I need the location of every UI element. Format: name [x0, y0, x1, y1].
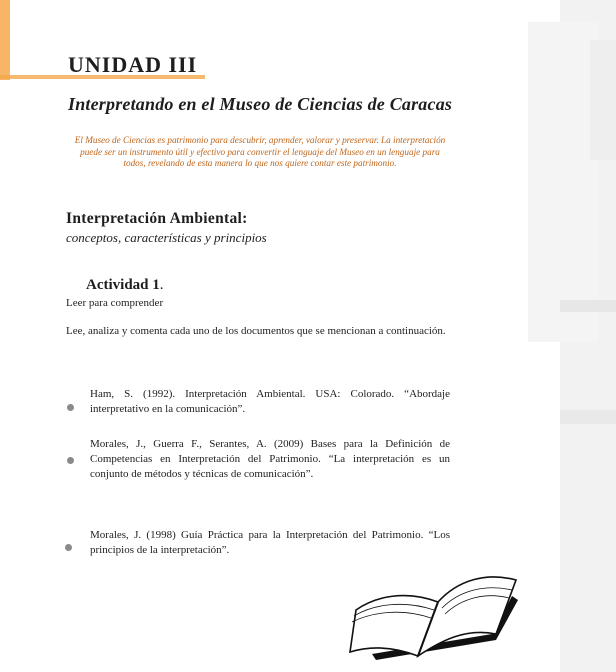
section-subtitle: conceptos, características y principios — [66, 230, 267, 245]
right-decorative-line-2 — [560, 410, 616, 424]
open-book-icon — [346, 560, 522, 664]
activity-title-text: Actividad 1 — [86, 277, 160, 293]
bullet-icon — [65, 544, 72, 551]
bullet-icon — [67, 457, 74, 464]
activity-title — [86, 277, 164, 294]
reference-item: Morales, J. (1998) Guía Práctica para la Interpretación del Patrimonio. “Los principios de la interpretación”. — [90, 529, 450, 556]
corner-accent-vertical — [0, 0, 10, 80]
reference-item: Morales, J., Guerra F., Serantes, A. (2009) Bases para la Definición de Competencias en Interpretación del Patrimonio. “La interpretación es un conjunto de métodos y técnicas de comunicación”. — [90, 438, 450, 480]
section-title: Interpretación Ambiental: — [66, 210, 248, 227]
right-decorative-line-1 — [560, 300, 616, 312]
right-decorative-strip — [590, 40, 616, 160]
right-decorative-block — [528, 22, 598, 342]
activity-instructions: Lee, analiza y comenta cada uno de los documentos que se mencionan a continuación. — [66, 325, 446, 337]
activity-title-suffix: . — [159, 277, 164, 293]
bullet-icon — [67, 404, 74, 411]
unit-subtitle: Interpretando en el Museo de Ciencias de Caracas — [68, 94, 453, 114]
intro-text: El Museo de Ciencias es patrimonio para descubrir, aprender, valorar y preservar. La interpretación puede ser un instrumento útil y efectivo para convertir el lenguaje del Museo en un lenguaje para todos, revelando de esta manera lo que nos quiere contar este patrimonio. — [74, 135, 446, 168]
reference-item: Ham, S. (1992). Interpretación Ambiental. USA: Colorado. “Abordaje interpretativo en la comunicación”. — [90, 388, 450, 415]
activity-subtitle: Leer para comprender — [66, 297, 164, 309]
unit-title: UNIDAD III — [68, 52, 198, 77]
